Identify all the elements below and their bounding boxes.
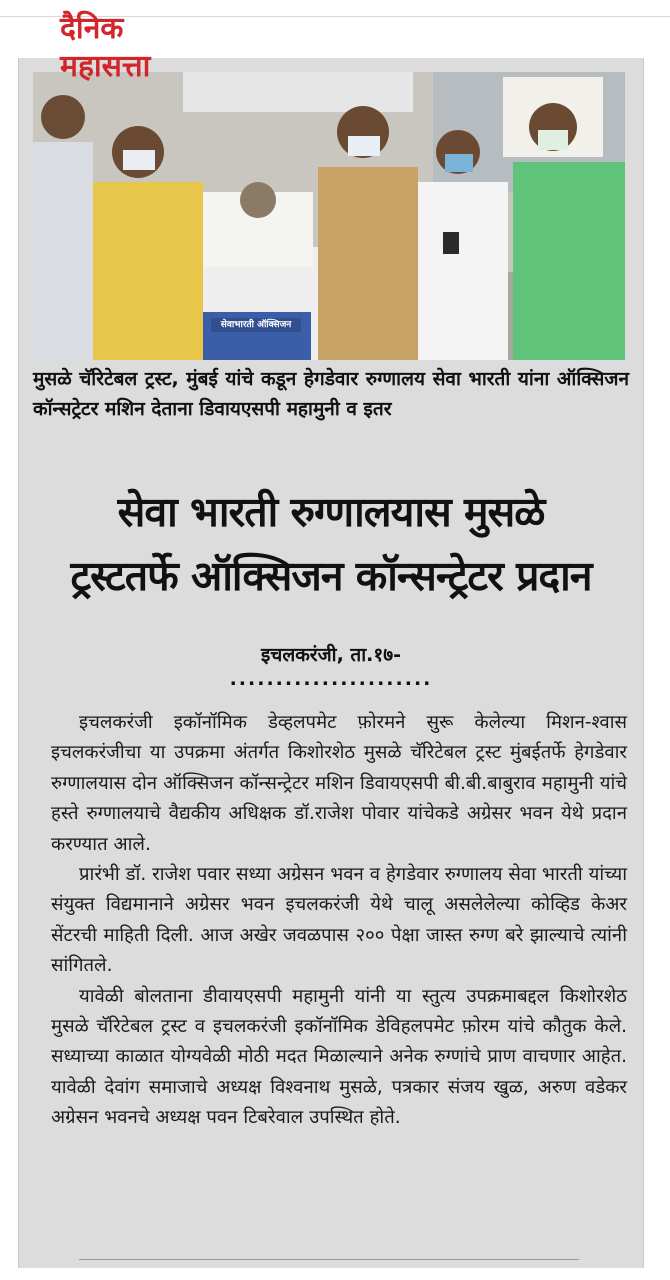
bottom-rule [79,1259,579,1260]
photo-illustration [33,72,625,360]
paragraph-3: यावेळी बोलताना डीवायएसपी महामुनी यांनी या स्तुत्य उपक्रमाबद्दल किशोरशेठ मुसळे चॅरिटेबल ट्रस्ट व इचलकरंजी इकॉनॉमिक डेविहलपमेट फ़ोरम यांचे कौतुक केले. सध्याच्या काळात योग्यवेळी मोठी मदत मिळाल्याने अनेक रुग्णांचे प्राण वाचणार आहेत. यावेळी देवांग समाजाचे अध्यक्ष विश्वनाथ मुसळे, पत्रकार संजय खुळ, अरुण वडेकर अग्रेसन भवनचे अध्यक्ष पवन टिबरेवाल उपस्थित होते. [51,985,627,1129]
dateline: इचलकरंजी, ता.१७- [260,644,402,666]
news-photo [33,72,625,360]
separator-dots: ...................... [229,668,433,690]
newspaper-clipping [18,58,644,1268]
article-body [51,708,627,1134]
headline-line-2: ट्रस्टतर्फे ऑक्सिजन कॉन्सन्ट्रेटर प्रदान [70,552,592,600]
headline-line-1: सेवा भारती रुग्णालयास मुसळे [117,488,545,536]
paragraph-1: इचलकरंजी इकॉनॉमिक डेव्हलपमेट फ़ोरमने सुरू केलेल्या मिशन-श्वास इचलकरंजीचा या उपक्रमा अंतर्गत किशोरशेठ मुसळे चॅरिटेबल ट्रस्ट मुंबईतर्फे हेगडेवार रुग्णालयास दोन ऑक्सिजन कॉन्सन्ट्रेटर मशिन डिवायएसपी बी.बी.बाबुराव महामुनी यांचे हस्ते रुग्णालयाचे वैद्यकीय अधिक्षक डॉ.राजेश पोवार यांचेकडे अग्रेसर भवन येथे प्रदान करण्यात आले. [51,712,627,855]
headline [33,480,629,608]
masthead-brand: दैनिक महासत्ता [60,11,151,84]
photo-banner-text: सेवाभारती ऑक्सिजन [220,320,292,330]
paragraph-2: प्रारंभी डॉ. राजेश पवार सध्या अग्रेसन भवन व हेगडेवार रुग्णालय सेवा भारती यांच्या संयुक्त विद्यमानाने अग्रेसर भवन इचलकरंजी येथे चालू असलेलेल्या कोव्हिड केअर सेंटरची माहिती दिली. आज अखेर जवळपास २०० पेक्षा जास्त रुग्ण बरे झाल्याचे त्यांनी सांगितले. [51,864,627,977]
photo-caption: मुसळे चॅरिटेबल ट्रस्ट, मुंबई यांचे कडून हेगडेवार रुग्णालय सेवा भारती यांना ऑक्सिजन कॉन्सट्रेटर मशिन देताना डिवायएसपी महामुनी व इतर [33,368,629,420]
